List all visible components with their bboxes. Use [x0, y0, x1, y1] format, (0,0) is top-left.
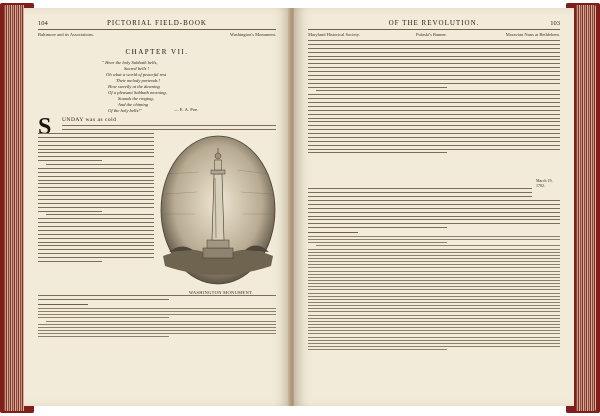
- left-side-heads: [38, 32, 276, 40]
- right-body-text-margin: [308, 188, 532, 200]
- right-page-number: 103: [550, 20, 560, 27]
- right-side-head-center: Pulaski's Banner.: [416, 32, 447, 37]
- margin-note: March 19, 1782.: [536, 178, 553, 188]
- epigraph-line: How sweetly at the dawning: [108, 84, 160, 89]
- right-footnote-rule: [308, 232, 358, 233]
- epigraph-line: Their melody portends !: [116, 78, 161, 83]
- epigraph-line: And the chiming: [118, 102, 149, 107]
- body-text-top: [62, 125, 276, 133]
- epigraph-line: Oh what a world of peaceful rest: [106, 72, 167, 77]
- left-footnotes: [38, 308, 276, 339]
- figure-caption: WASHINGTON MONUMENT.: [188, 290, 254, 295]
- left-page-number: 104: [38, 20, 48, 27]
- right-running-title: OF THE REVOLUTION.: [388, 19, 480, 27]
- washington-monument-illustration: [159, 134, 277, 286]
- epigraph-attribution: — E. A. Poe.: [174, 107, 199, 112]
- chapter-heading: CHAPTER VII.: [125, 48, 189, 56]
- body-text-narrow: [38, 133, 154, 265]
- right-side-head-left: Maryland Historical Society.: [308, 32, 360, 37]
- marbled-page-edges-right: [576, 5, 596, 411]
- body-text-bottom: [38, 295, 276, 303]
- left-page: [24, 8, 290, 406]
- drop-cap: S: [38, 114, 52, 140]
- right-footnotes: [308, 236, 560, 352]
- epigraph-line: " Hear the holy Sabbath bells,: [102, 60, 158, 65]
- right-body-text-upper: [308, 40, 560, 156]
- left-running-title: PICTORIAL FIELD-BOOK: [107, 19, 207, 27]
- left-head-rule: [38, 29, 276, 30]
- epigraph-line: Of a pleasant Sabbath morning,: [108, 90, 167, 95]
- right-page: [294, 8, 574, 406]
- right-body-text-lower: [308, 200, 560, 231]
- left-side-head-left: Baltimore and its Associations.: [38, 32, 94, 37]
- marbled-page-edges-left: [4, 5, 24, 411]
- right-side-head-right: Moravian Nuns at Bethlehem.: [505, 32, 560, 37]
- epigraph-line: Sacred bells !: [124, 66, 150, 71]
- epigraph-line: Sounds the ringing,: [118, 96, 154, 101]
- left-side-head-right: Washington's Monument.: [230, 32, 276, 37]
- opening-words: UNDAY was as cold: [62, 117, 117, 123]
- left-footnote-rule: [38, 304, 88, 305]
- epigraph: [102, 60, 222, 114]
- epigraph-line: Of the holy bells!": [108, 108, 142, 113]
- right-head-rule: [308, 29, 560, 30]
- right-side-heads: [308, 32, 560, 40]
